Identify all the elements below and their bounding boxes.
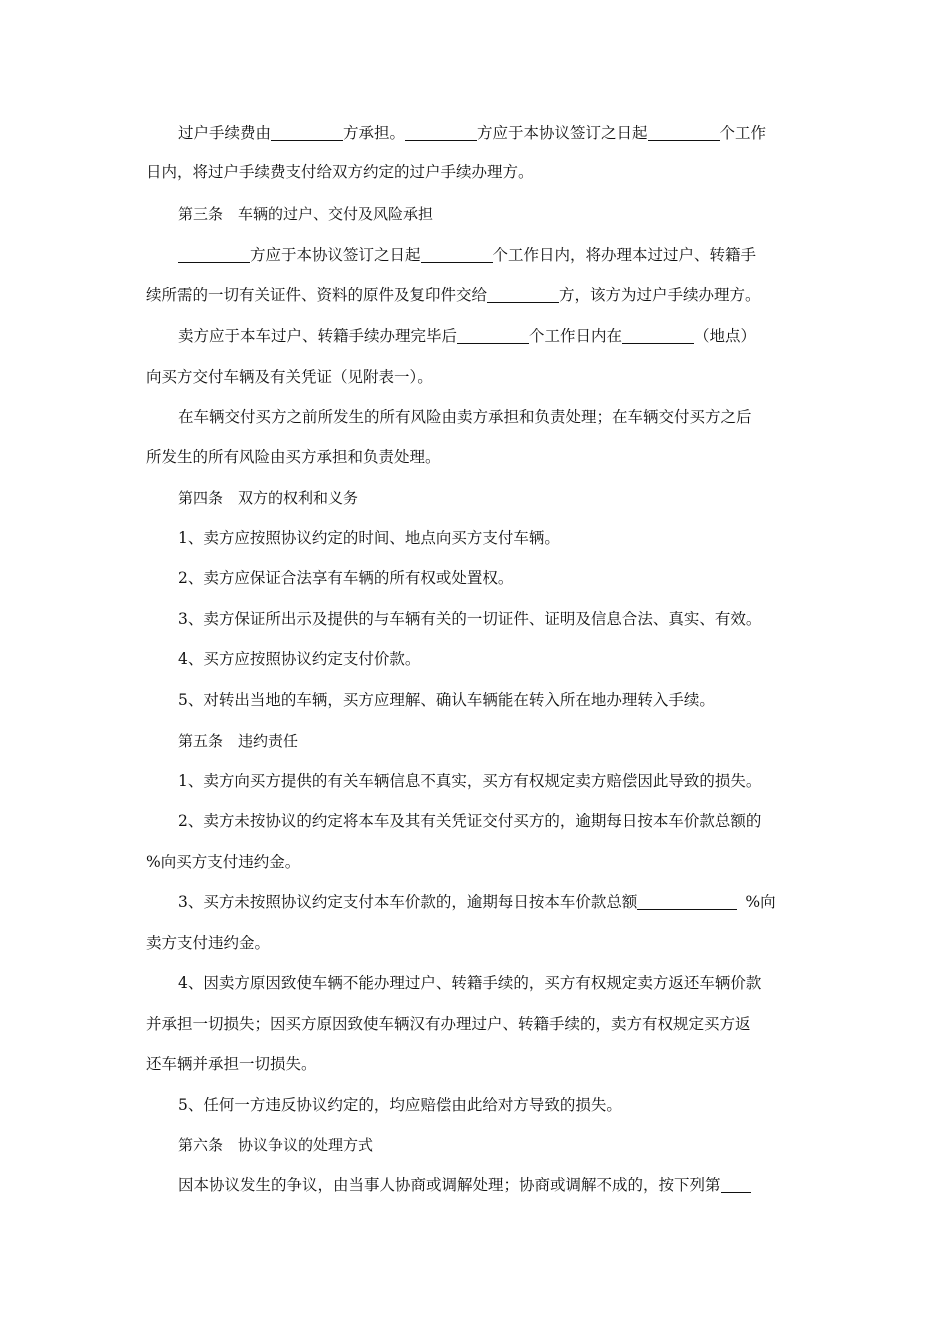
text: 因本协议发生的争议，由当事人协商或调解处理；协商或调解不成的，按下列第: [178, 1176, 721, 1194]
fill-blank: [405, 124, 477, 141]
fill-blank: [637, 893, 737, 910]
text: 续所需的一切有关证件、资料的原件及复印件交给: [146, 286, 488, 304]
paragraph-line: [178, 122, 766, 144]
text: 个工作: [719, 124, 767, 142]
fill-blank: [457, 327, 529, 344]
paragraph-line: %向买方支付违约金。: [146, 853, 301, 871]
paragraph-line: 卖方支付违约金。: [146, 934, 271, 952]
paragraph-line: 日内，将过户手续费支付给双方约定的过户手续办理方。: [146, 163, 534, 181]
text: （地点）: [694, 327, 757, 345]
paragraph-line: [178, 1174, 751, 1196]
text: 方承担。: [343, 124, 406, 142]
paragraph-line: [178, 244, 756, 266]
list-item: 1、卖方向买方提供的有关车辆信息不真实，买方有权规定卖方赔偿因此导致的损失。: [178, 772, 762, 790]
article-heading: 第六条 协议争议的处理方式: [178, 1136, 374, 1154]
text: 3、买方未按照协议约定支付本车价款的，逾期每日按本车价款总额: [178, 893, 638, 911]
list-item: 2、卖方应保证合法享有车辆的所有权或处置权。: [178, 569, 514, 587]
text: 方应于本协议签订之日起: [477, 124, 648, 142]
article-heading: 第四条 双方的权利和义务: [178, 489, 359, 507]
paragraph-line: [178, 325, 756, 347]
text: 卖方应于本车过户、转籍手续办理完毕后: [178, 327, 458, 345]
text: 方，该方为过户手续办理方。: [559, 286, 761, 304]
article-heading: 第三条 车辆的过户、交付及风险承担: [178, 205, 434, 223]
article-heading: 第五条 违约责任: [178, 732, 299, 750]
fill-blank: [421, 246, 493, 263]
paragraph-line: 并承担一切损失；因买方原因致使车辆汉有办理过户、转籍手续的，卖方有权规定买方返: [146, 1015, 751, 1033]
list-item: [178, 891, 776, 913]
fill-blank: [622, 327, 694, 344]
fill-blank: [178, 246, 250, 263]
fill-blank: [648, 124, 720, 141]
fill-blank: [271, 124, 343, 141]
list-item: 4、因卖方原因致使车辆不能办理过户、转籍手续的，买方有权规定卖方返还车辆价款: [178, 974, 762, 992]
list-item: 3、卖方保证所出示及提供的与车辆有关的一切证件、证明及信息合法、真实、有效。: [178, 610, 762, 628]
list-item: 5、任何一方违反协议约定的，均应赔偿由此给对方导致的损失。: [178, 1096, 622, 1114]
text: 方应于本协议签订之日起: [250, 246, 421, 264]
paragraph-line: 在车辆交付买方之前所发生的所有风险由卖方承担和负责处理；在车辆交付买方之后: [178, 408, 752, 426]
paragraph-line: 向买方交付车辆及有关凭证（见附表一）。: [146, 368, 433, 386]
text: %向: [745, 893, 776, 911]
text: 个工作日内，将办理本过过户、转籍手: [492, 246, 757, 264]
paragraph-line: 所发生的所有风险由买方承担和负责处理。: [146, 448, 441, 466]
text: 过户手续费由: [178, 124, 272, 142]
text: 个工作日内在: [529, 327, 623, 345]
fill-blank: [487, 286, 559, 303]
fill-blank: [721, 1176, 751, 1193]
paragraph-line: 还车辆并承担一切损失。: [146, 1055, 317, 1073]
paragraph-line: [146, 284, 761, 306]
list-item: 5、对转出当地的车辆，买方应理解、确认车辆能在转入所在地办理转入手续。: [178, 691, 715, 709]
list-item: 4、买方应按照协议约定支付价款。: [178, 650, 421, 668]
list-item: 2、卖方未按协议的约定将本车及其有关凭证交付买方的，逾期每日按本车价款总额的: [178, 812, 762, 830]
list-item: 1、卖方应按照协议约定的时间、地点向买方支付车辆。: [178, 529, 560, 547]
